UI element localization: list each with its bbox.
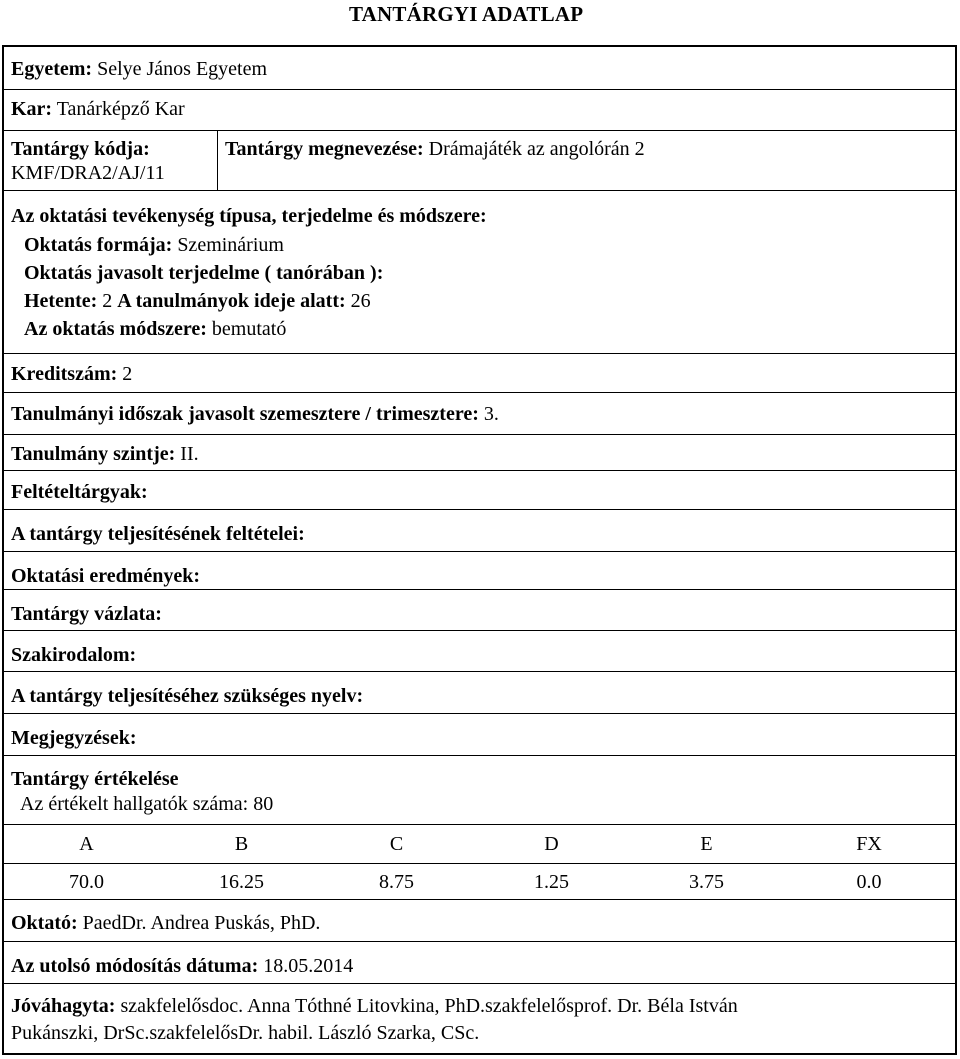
approval-line-2: Pukánszki, DrSc.szakfelelősDr. habil. László Szarka, CSc.	[11, 1022, 480, 1044]
outcomes-row	[4, 552, 955, 590]
grade-header: C	[389, 833, 404, 855]
approval-line-1: szakfelelősdoc. Anna Tóthné Litovkina, PhD.szakfelelősprof. Dr. Béla István	[120, 995, 738, 1017]
grade-distribution-table	[4, 824, 955, 901]
grade-header: FX	[856, 833, 882, 855]
prerequisites-row	[4, 471, 955, 510]
faculty-value: Tanárképző Kar	[56, 98, 185, 120]
credits-value: 2	[122, 363, 133, 385]
page-title: TANTÁRGYI ADATLAP	[349, 2, 584, 26]
instructor-label: Oktató:	[11, 912, 78, 934]
last-modified-label: Az utolsó módosítás dátuma:	[11, 955, 259, 977]
literature-row	[4, 631, 955, 672]
grade-percentage: 0.0	[856, 871, 882, 893]
total-value: 26	[350, 290, 371, 312]
evaluation-heading: Tantárgy értékelése	[11, 768, 179, 790]
method-value: bemutató	[211, 318, 287, 340]
grade-percentage: 16.25	[219, 871, 264, 893]
method-label: Az oktatás módszere:	[24, 318, 207, 340]
completion-label: A tantárgy teljesítésének feltételei:	[11, 523, 305, 545]
total-label: A tanulmányok ideje alatt:	[117, 290, 346, 312]
course-name-label: Tantárgy megnevezése:	[225, 138, 424, 160]
notes-row	[4, 714, 955, 756]
course-code-value: KMF/DRA2/AJ/11	[11, 162, 165, 184]
outcomes-label: Oktatási eredmények:	[11, 565, 201, 587]
completion-row	[4, 510, 955, 552]
course-datasheet	[2, 45, 957, 1055]
prerequisites-label: Feltételtárgyak:	[11, 481, 148, 503]
teaching-form-value: Szeminárium	[177, 234, 284, 256]
language-label: A tantárgy teljesítéséhez szükséges nyelv:	[11, 685, 364, 707]
grade-header: A	[79, 833, 94, 855]
grade-percentage: 70.0	[69, 871, 104, 893]
last-modified-value: 18.05.2014	[263, 955, 354, 977]
language-row	[4, 672, 955, 714]
semester-label: Tanulmányi időszak javasolt szemesztere / trimesztere:	[11, 403, 479, 425]
literature-label: Szakirodalom:	[11, 644, 137, 666]
course-code-name-row	[4, 131, 955, 191]
teaching-scope-label: Oktatás javasolt terjedelme ( tanórában ):	[24, 262, 384, 284]
grade-header: B	[234, 833, 249, 855]
semester-value: 3.	[483, 403, 499, 425]
credits-row	[4, 354, 955, 393]
notes-label: Megjegyzések:	[11, 727, 137, 749]
credits-label: Kreditszám:	[11, 363, 118, 385]
approval-label: Jóváhagyta:	[11, 995, 116, 1017]
outline-row	[4, 590, 955, 631]
last-modified-row	[4, 942, 955, 984]
level-label: Tanulmány szintje:	[11, 443, 176, 465]
evaluated-students-count: Az értékelt hallgatók száma: 80	[20, 793, 274, 815]
approval-row	[4, 984, 955, 1053]
faculty-row	[4, 90, 955, 131]
university-value: Selye János Egyetem	[97, 58, 268, 80]
teaching-form-label: Oktatás formája:	[24, 234, 173, 256]
grade-percentage: 1.25	[534, 871, 569, 893]
weekly-label: Hetente:	[24, 290, 98, 312]
teaching-heading: Az oktatási tevékenység típusa, terjedelme és módszere:	[11, 205, 487, 227]
grade-header: D	[544, 833, 559, 855]
instructor-value: PaedDr. Andrea Puskás, PhD.	[82, 912, 321, 934]
weekly-value: 2	[102, 290, 113, 312]
grade-percentage: 8.75	[379, 871, 414, 893]
code-name-divider	[217, 131, 218, 190]
faculty-label: Kar:	[11, 98, 53, 120]
course-name-value: Drámajáték az angolórán 2	[428, 138, 645, 160]
evaluation-row	[4, 756, 955, 900]
outline-label: Tantárgy vázlata:	[11, 603, 162, 625]
level-row	[4, 435, 955, 471]
course-code-label: Tantárgy kódja:	[11, 138, 150, 160]
grade-percentage: 3.75	[689, 871, 724, 893]
semester-row	[4, 393, 955, 435]
instructor-row	[4, 900, 955, 942]
level-value: II.	[180, 443, 199, 465]
grade-header: E	[700, 833, 713, 855]
teaching-row	[4, 191, 955, 354]
university-label: Egyetem:	[11, 58, 93, 80]
university-row	[4, 47, 955, 90]
